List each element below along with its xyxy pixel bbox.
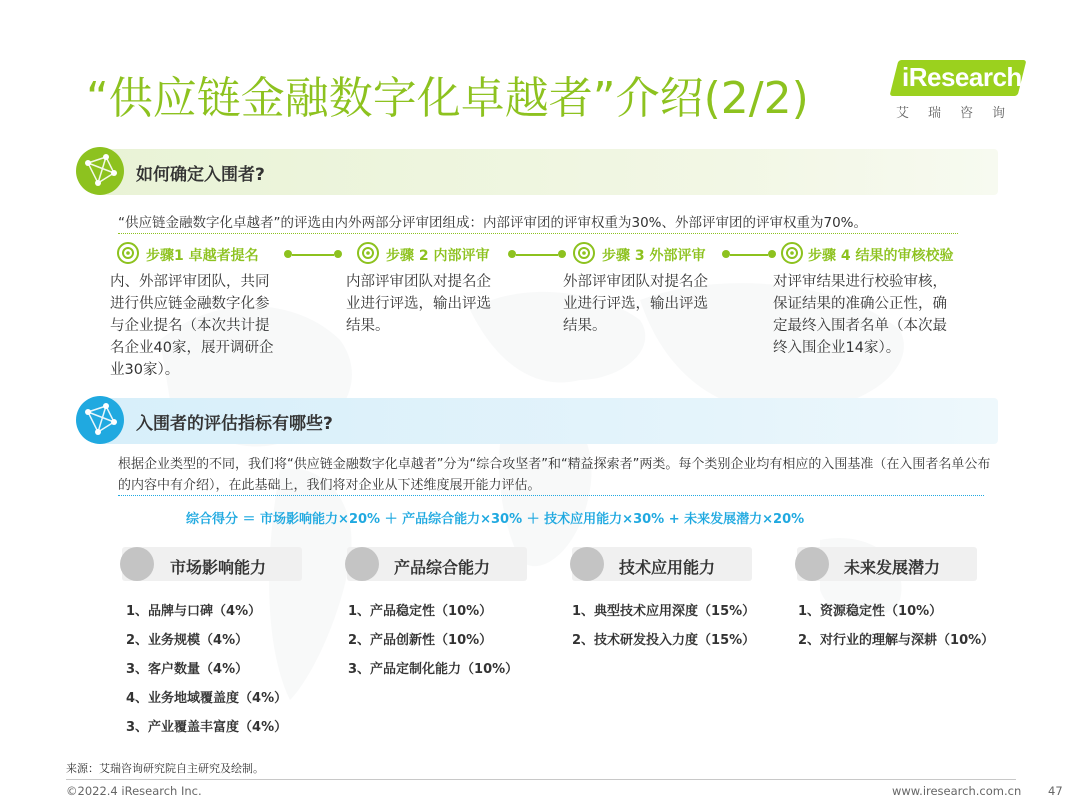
step-3-label: 步骤 3 外部评审 xyxy=(602,248,706,264)
connector-dot xyxy=(334,250,342,258)
step-1-text: 内、外部评审团队，共同 进行供应链金融数字化参 与企业提名（本次共计提 名企业40家，展开调研企 业30家）。 xyxy=(110,274,274,378)
circle-icon xyxy=(795,547,829,581)
list-item: 1、产品稳定性（10%） xyxy=(348,604,493,619)
step-2-label: 步骤 2 内部评审 xyxy=(386,248,490,264)
step-2-text: 内部评审团队对提名企 业进行评选，输出评选 结果。 xyxy=(346,274,491,334)
section-2-title: 入围者的评估指标有哪些? xyxy=(136,414,333,434)
logo-brand: iResearch xyxy=(902,62,1022,92)
list-item: 2、技术研发投入力度（15%） xyxy=(572,633,756,648)
category-label-product: 产品综合能力 xyxy=(394,558,491,577)
step-connector xyxy=(516,254,558,256)
source-note: 来源：艾瑞咨询研究院自主研究及绘制。 xyxy=(66,762,264,775)
network-globe-icon xyxy=(76,396,124,444)
step-connector xyxy=(292,254,334,256)
iresearch-logo xyxy=(888,56,1038,126)
dotted-divider xyxy=(118,495,984,496)
step-1-label: 步骤1 卓越者提名 xyxy=(146,248,259,264)
step-connector xyxy=(730,254,768,256)
list-item: 2、业务规模（4%） xyxy=(126,633,249,648)
page-title: “供应链金融数字化卓越者”介绍(2/2) xyxy=(86,73,809,124)
target-icon xyxy=(780,241,804,265)
target-icon xyxy=(572,241,596,265)
dotted-divider xyxy=(118,233,958,234)
connector-dot xyxy=(508,250,516,258)
connector-dot xyxy=(558,250,566,258)
list-item: 1、品牌与口碑（4%） xyxy=(126,604,262,619)
list-item: 2、产品创新性（10%） xyxy=(348,633,493,648)
website-link: www.iresearch.com.cn xyxy=(892,784,1022,798)
target-icon xyxy=(116,241,140,265)
list-item: 1、典型技术应用深度（15%） xyxy=(572,604,756,619)
network-globe-icon xyxy=(76,147,124,195)
list-item: 3、产业覆盖丰富度（4%） xyxy=(126,720,288,735)
copyright: ©2022.4 iResearch Inc. xyxy=(66,784,202,798)
connector-dot xyxy=(768,250,776,258)
logo-subtitle: 艾瑞咨询 xyxy=(896,106,1025,121)
score-formula: 综合得分 ＝ 市场影响能力×20% ＋ 产品综合能力×30% ＋ 技术应用能力×30% + 未来发展潜力×20% xyxy=(186,512,805,527)
section-1-intro: “供应链金融数字化卓越者”的评选由内外两部分评审团组成：内部评审团的评审权重为30%、外部评审团的评审权重为70%。 xyxy=(118,215,867,231)
target-icon xyxy=(356,241,380,265)
section-2-intro: 根据企业类型的不同，我们将“供应链金融数字化卓越者”分为“综合攻坚者”和“精益探索者”两类。每个类别企业均有相应的入围基准（在入围者名单公布的内容中有介绍），在此基础上，我们将对企业从下述维度展开能力评估。 xyxy=(118,457,991,493)
step-4-label: 步骤 4 结果的审核校验 xyxy=(808,248,954,264)
step-3-text: 外部评审团队对提名企 业进行评选，输出评选 结果。 xyxy=(563,274,708,334)
category-label-future: 未来发展潜力 xyxy=(844,558,941,577)
circle-icon xyxy=(345,547,379,581)
category-label-tech: 技术应用能力 xyxy=(619,558,716,577)
connector-dot xyxy=(722,250,730,258)
category-label-market: 市场影响能力 xyxy=(170,558,267,577)
footer-divider xyxy=(66,779,1016,780)
list-item: 2、对行业的理解与深耕（10%） xyxy=(798,633,995,648)
list-item: 1、资源稳定性（10%） xyxy=(798,604,943,619)
list-item: 4、业务地域覆盖度（4%） xyxy=(126,691,288,706)
step-4-text: 对评审结果进行校验审核， 保证结果的准确公正性，确 定最终入围者名单（本次最 终入围企业14家）。 xyxy=(773,274,947,356)
page-number: 47 xyxy=(1048,784,1063,798)
list-item: 3、产品定制化能力（10%） xyxy=(348,662,519,677)
section-1-title: 如何确定入围者? xyxy=(136,165,265,185)
circle-icon xyxy=(120,547,154,581)
list-item: 3、客户数量（4%） xyxy=(126,662,249,677)
connector-dot xyxy=(284,250,292,258)
circle-icon xyxy=(570,547,604,581)
